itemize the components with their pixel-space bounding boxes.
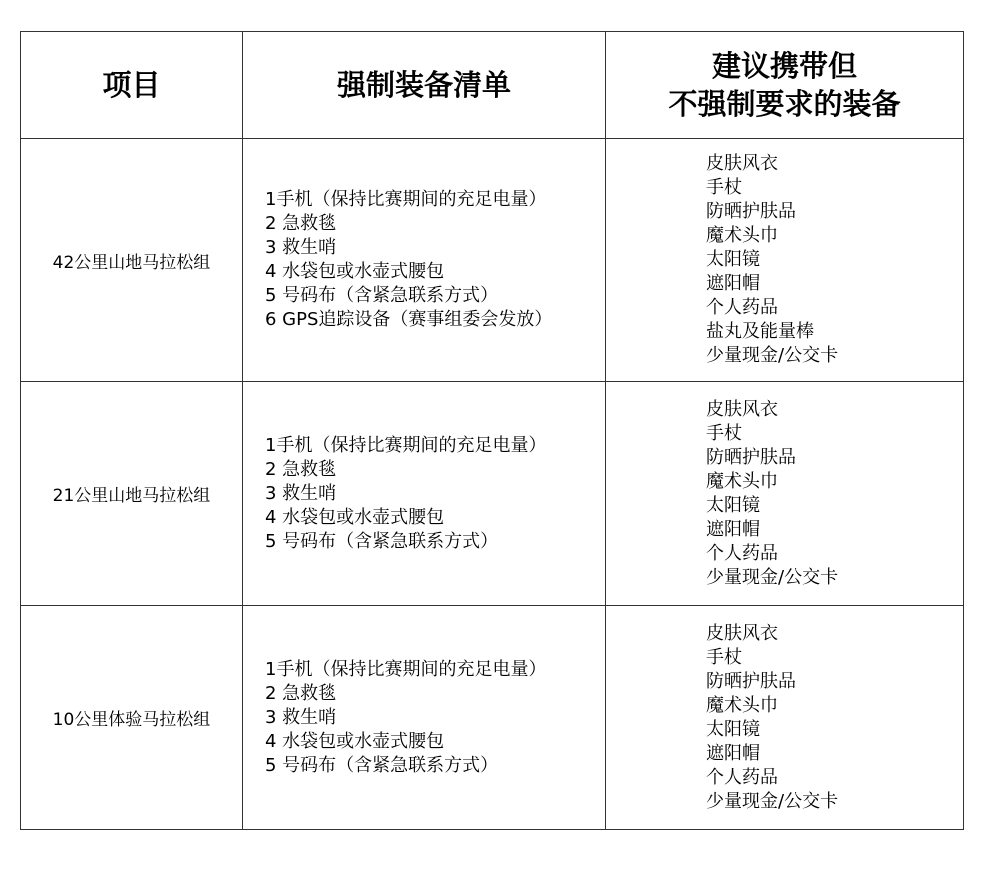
- table-row: [21, 139, 964, 382]
- list-item: 2 急救毯: [265, 213, 337, 234]
- list-item: 魔术头巾: [706, 225, 778, 246]
- header-project: 项目: [21, 32, 243, 139]
- list-item: 手杖: [706, 422, 742, 444]
- equipment-table: [20, 31, 964, 830]
- header-suggested-line1: 建议携带但: [711, 49, 857, 83]
- list-item: 防晒护肤品: [706, 670, 796, 692]
- list-item: 6 GPS追踪设备（赛事组委会发放）: [265, 309, 553, 330]
- list-item: 5 号码布（含紧急联系方式）: [265, 530, 499, 552]
- list-item: 3 救生哨: [265, 482, 337, 504]
- list-item: 3 救生哨: [265, 706, 337, 728]
- list-item: 个人药品: [706, 766, 778, 788]
- list-item: 手杖: [706, 177, 742, 198]
- header-mandatory: 强制装备清单: [243, 32, 606, 139]
- project-cell: 21公里山地马拉松组: [21, 382, 243, 606]
- list-item: 盐丸及能量棒: [706, 321, 814, 342]
- list-item: 太阳镜: [706, 494, 760, 516]
- list-item: 手杖: [706, 646, 742, 668]
- mandatory-cell: [243, 382, 606, 606]
- list-item: 3 救生哨: [265, 237, 337, 258]
- list-item: 2 急救毯: [265, 682, 337, 704]
- list-item: 个人药品: [706, 297, 778, 318]
- list-item: 魔术头巾: [706, 694, 778, 716]
- list-item: 5 号码布（含紧急联系方式）: [265, 285, 499, 306]
- list-item: 遮阳帽: [706, 518, 760, 540]
- list-item: 皮肤风衣: [706, 153, 778, 174]
- list-item: 皮肤风衣: [706, 398, 778, 420]
- list-item: 少量现金/公交卡: [706, 566, 839, 588]
- suggested-cell: [606, 606, 964, 830]
- header-suggested-line2: 不强制要求的装备: [668, 87, 901, 121]
- mandatory-cell: [243, 139, 606, 382]
- list-item: 防晒护肤品: [706, 201, 796, 222]
- list-item: 个人药品: [706, 542, 778, 564]
- list-item: 太阳镜: [706, 718, 760, 740]
- mandatory-list: [243, 188, 605, 332]
- list-item: 少量现金/公交卡: [706, 790, 839, 812]
- list-item: 遮阳帽: [706, 273, 760, 294]
- list-item: 2 急救毯: [265, 458, 337, 480]
- list-item: 魔术头巾: [706, 470, 778, 492]
- list-item: 1手机（保持比赛期间的充足电量）: [265, 658, 547, 680]
- list-item: 1手机（保持比赛期间的充足电量）: [265, 189, 547, 210]
- list-item: 4 水袋包或水壶式腰包: [265, 506, 445, 528]
- mandatory-list: [243, 434, 605, 554]
- list-item: 皮肤风衣: [706, 622, 778, 644]
- header-row: [21, 32, 964, 139]
- list-item: 少量现金/公交卡: [706, 345, 839, 366]
- mandatory-cell: [243, 606, 606, 830]
- list-item: 太阳镜: [706, 249, 760, 270]
- suggested-cell: [606, 139, 964, 382]
- project-cell: 42公里山地马拉松组: [21, 139, 243, 382]
- table-row: [21, 606, 964, 830]
- list-item: 防晒护肤品: [706, 446, 796, 468]
- table-row: [21, 382, 964, 606]
- list-item: 4 水袋包或水壶式腰包: [265, 730, 445, 752]
- project-cell: 10公里体验马拉松组: [21, 606, 243, 830]
- header-suggested: [606, 32, 964, 139]
- list-item: 1手机（保持比赛期间的充足电量）: [265, 434, 547, 456]
- suggested-list: [606, 398, 963, 590]
- list-item: 5 号码布（含紧急联系方式）: [265, 754, 499, 776]
- suggested-list: [606, 622, 963, 814]
- suggested-cell: [606, 382, 964, 606]
- mandatory-list: [243, 658, 605, 778]
- suggested-list: [606, 152, 963, 368]
- list-item: 遮阳帽: [706, 742, 760, 764]
- list-item: 4 水袋包或水壶式腰包: [265, 261, 445, 282]
